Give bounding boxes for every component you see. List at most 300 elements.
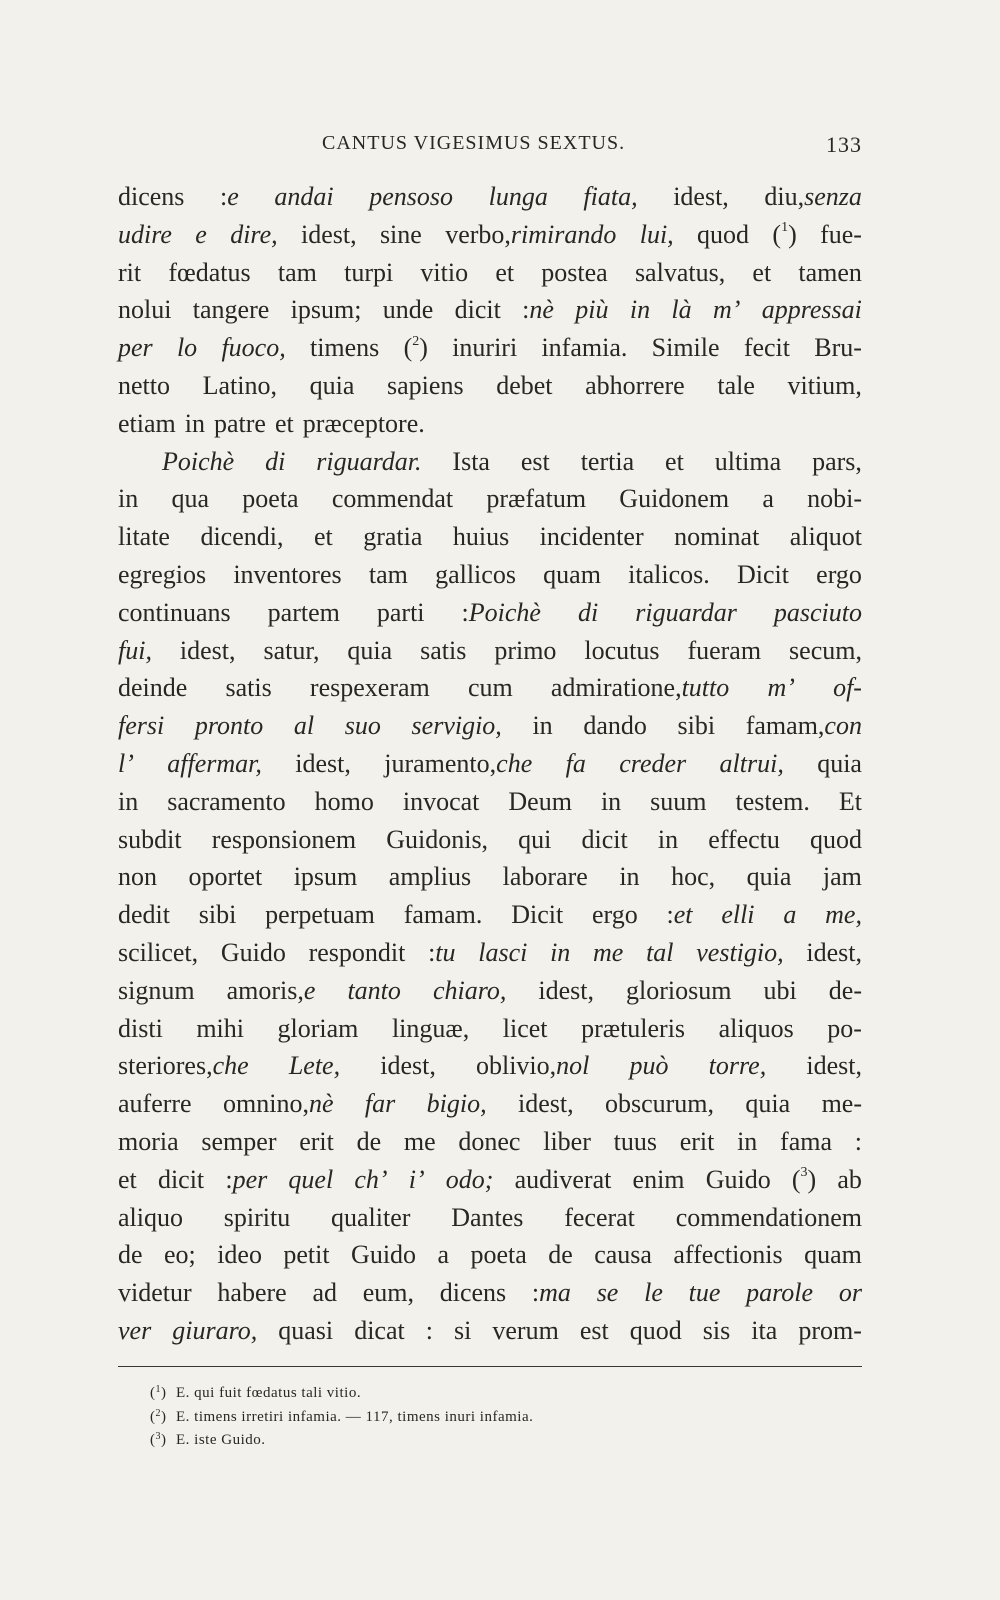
word: ($^2$) xyxy=(403,333,428,363)
word: Dantes xyxy=(451,1202,524,1232)
word: in xyxy=(657,824,679,854)
word: obscurum, xyxy=(604,1089,715,1119)
word: tuus xyxy=(613,1126,657,1156)
word: dicens xyxy=(439,1278,507,1308)
footnote-ref: 2 xyxy=(412,333,420,349)
word: dando xyxy=(583,711,647,741)
word: qualiter xyxy=(331,1202,411,1232)
word: erit xyxy=(679,1126,715,1156)
word: de xyxy=(548,1240,573,1270)
word: nolui xyxy=(118,295,172,325)
word: ergo xyxy=(816,559,862,589)
word: enim xyxy=(632,1164,685,1194)
footnote-mark: ($^3$) xyxy=(150,1431,167,1448)
word: fecit xyxy=(743,333,790,363)
word: infamia. xyxy=(541,333,628,363)
word: ultima xyxy=(714,446,782,476)
word: ita xyxy=(751,1315,778,1345)
word: sine xyxy=(379,219,422,249)
footnote-ref: 3 xyxy=(800,1165,808,1181)
word: gloriam xyxy=(277,1013,359,1043)
word: quia xyxy=(746,862,792,892)
text-line xyxy=(118,443,862,481)
word: salvatus, xyxy=(634,257,726,287)
word: in xyxy=(629,295,651,325)
word: poeta xyxy=(470,1240,527,1270)
word: or xyxy=(838,1278,862,1308)
word: servigio, xyxy=(411,711,502,741)
word: lasci xyxy=(478,937,528,967)
word: lunga xyxy=(488,182,548,211)
word: omnino,nè xyxy=(223,1089,334,1119)
word: vestigio, xyxy=(696,937,784,967)
word: idest, xyxy=(806,1051,862,1081)
word: :et xyxy=(666,900,693,930)
word: ubi xyxy=(763,975,797,1005)
text-line xyxy=(118,329,862,367)
word: idest, xyxy=(300,219,357,249)
word: gloriosum xyxy=(626,975,732,1005)
word: fa xyxy=(565,748,586,778)
body-text xyxy=(118,178,862,1350)
word: dicens xyxy=(118,182,185,211)
word: poeta xyxy=(242,484,299,514)
word: satis xyxy=(420,635,467,665)
word: sibi xyxy=(198,900,237,930)
word: incidenter xyxy=(539,522,644,552)
word: liber xyxy=(543,1126,591,1156)
word: in xyxy=(550,937,571,967)
word: diu,senza xyxy=(764,182,862,211)
word: per xyxy=(118,333,153,363)
running-title: CANTUS VIGESIMUS SEXTUS. xyxy=(322,132,626,154)
word: : xyxy=(425,1315,433,1345)
word: andai xyxy=(274,182,334,211)
word: nominat xyxy=(674,522,760,552)
word: admiratione,tutto xyxy=(550,673,730,703)
word: quel xyxy=(288,1164,334,1194)
word: steriores,che xyxy=(118,1051,249,1081)
word: idest, xyxy=(538,975,594,1005)
text-line xyxy=(118,934,862,972)
word: de xyxy=(356,1126,382,1156)
word: causa xyxy=(594,1240,652,1270)
text-line xyxy=(118,178,862,216)
word: fœdatus xyxy=(168,257,251,287)
word: pasciuto xyxy=(773,597,862,627)
word: fuoco, xyxy=(221,333,286,363)
text-line xyxy=(118,821,862,859)
word: cum xyxy=(467,673,513,703)
text-line xyxy=(118,556,862,594)
word: idest, xyxy=(179,635,236,665)
word: netto xyxy=(118,370,170,400)
word: Poichè xyxy=(162,446,235,476)
word: tertia xyxy=(580,446,635,476)
word: vitium, xyxy=(787,370,862,400)
footnote-text: E. iste Guido. xyxy=(176,1432,266,1448)
word: secum, xyxy=(789,635,862,665)
word: riguardar. xyxy=(316,446,422,476)
word: :nè xyxy=(522,295,554,325)
footnote xyxy=(150,1427,533,1451)
word: me xyxy=(593,937,624,967)
word: eum, xyxy=(362,1278,414,1308)
word: subdit xyxy=(118,824,182,854)
word: of- xyxy=(833,673,862,703)
text-line xyxy=(118,405,862,443)
word: qua xyxy=(171,484,210,514)
word: ab xyxy=(837,1164,862,1194)
word: sapiens xyxy=(387,370,464,400)
word: può xyxy=(629,1051,669,1081)
word: :Poichè xyxy=(461,597,541,627)
word: : xyxy=(854,1126,862,1156)
word: Lete, xyxy=(288,1051,341,1081)
word: et xyxy=(118,1164,137,1194)
word: licet xyxy=(502,1013,548,1043)
word: et xyxy=(495,257,515,287)
word: idest, xyxy=(673,182,729,211)
word: tale xyxy=(717,370,755,400)
word: quam xyxy=(543,559,601,589)
word: deinde xyxy=(118,673,188,703)
word: torre, xyxy=(708,1051,767,1081)
word: audiverat xyxy=(514,1164,612,1194)
word: fui, xyxy=(118,635,152,665)
text-line xyxy=(118,707,862,745)
word: testem. xyxy=(735,786,810,816)
word: locutus xyxy=(584,635,660,665)
text-line xyxy=(118,896,862,934)
word: amplius xyxy=(388,862,472,892)
word: videtur xyxy=(118,1278,192,1308)
word: effectu xyxy=(708,824,780,854)
footnote-rule xyxy=(118,1366,862,1367)
word: parti xyxy=(376,597,425,627)
word: juramento,che xyxy=(384,748,533,778)
word: in xyxy=(184,408,205,438)
word: :tu xyxy=(428,937,456,967)
word: i’ xyxy=(408,1164,425,1194)
word: inuriri xyxy=(452,333,518,363)
word: respondit xyxy=(308,937,406,967)
word: ideo xyxy=(217,1240,262,1270)
word: qui xyxy=(518,824,552,854)
word: Guido xyxy=(220,937,286,967)
word: ergo xyxy=(591,900,638,930)
word: quia xyxy=(745,1089,791,1119)
word: patre xyxy=(214,408,266,438)
word: affermar, xyxy=(167,748,262,778)
word: le xyxy=(644,1278,663,1308)
word: gratia xyxy=(363,522,423,552)
word: quasi xyxy=(278,1315,334,1345)
word: amoris,e xyxy=(226,975,316,1005)
word: si xyxy=(454,1315,472,1345)
text-line xyxy=(118,216,862,254)
word: petit xyxy=(283,1240,330,1270)
text-line xyxy=(118,972,862,1010)
word: est xyxy=(520,446,550,476)
word: ver xyxy=(118,1315,152,1345)
word: moria xyxy=(118,1126,179,1156)
word: l’ xyxy=(118,748,134,778)
word: a xyxy=(783,900,797,930)
footnote-text: E. timens irretiri infamia. — 117, timens inuri infamia. xyxy=(176,1408,534,1425)
word: inventores xyxy=(233,559,342,589)
word: et xyxy=(274,408,294,438)
word: pensoso xyxy=(369,182,453,211)
word: fama xyxy=(780,1126,833,1156)
text-line xyxy=(118,632,862,670)
text-line xyxy=(118,1312,862,1350)
word: appressai xyxy=(761,295,862,325)
text-line xyxy=(118,1123,862,1161)
word: de xyxy=(118,1240,143,1270)
word: in xyxy=(600,786,622,816)
word: laborare xyxy=(502,862,588,892)
word: ad xyxy=(312,1278,337,1308)
word: erit xyxy=(299,1126,334,1156)
word: et xyxy=(665,446,684,476)
word: Guido xyxy=(705,1164,771,1194)
text-line xyxy=(118,291,862,329)
text-line xyxy=(118,669,862,707)
word: nobi- xyxy=(807,484,862,514)
word: tangere xyxy=(192,295,270,325)
footnote-ref: 1 xyxy=(781,220,789,236)
word: al xyxy=(293,711,315,741)
word: me- xyxy=(821,1089,862,1119)
word: commendationem xyxy=(675,1202,862,1232)
word: suum xyxy=(650,786,707,816)
word: Guidonis, xyxy=(386,824,489,854)
word: ipsum; xyxy=(290,295,362,325)
text-line xyxy=(118,367,862,405)
footnote xyxy=(150,1380,533,1404)
word: gallicos xyxy=(435,559,516,589)
word: idest, xyxy=(806,937,862,967)
word: commendat xyxy=(331,484,454,514)
word: quia xyxy=(309,370,355,400)
footnote-mark: ($^2$) xyxy=(150,1407,167,1425)
word: sacramento xyxy=(167,786,286,816)
word: quod xyxy=(810,824,862,854)
word: e xyxy=(195,219,207,249)
word: in xyxy=(619,862,640,892)
word: perpetuam xyxy=(265,900,375,930)
word: lui, xyxy=(639,219,674,249)
word: sis xyxy=(702,1315,731,1345)
word: bigio, xyxy=(426,1089,487,1119)
word: mihi xyxy=(196,1013,244,1043)
word: tam xyxy=(368,559,408,589)
word: Deum xyxy=(508,786,572,816)
word: far xyxy=(364,1089,396,1119)
word: ($^1$) xyxy=(772,219,797,249)
word: altrui, xyxy=(719,748,784,778)
word: Simile xyxy=(651,333,720,363)
word: lo xyxy=(176,333,198,363)
word: :e xyxy=(220,182,239,211)
word: più xyxy=(575,295,609,325)
word: tal xyxy=(646,937,674,967)
word: pars, xyxy=(812,446,862,476)
word: se xyxy=(596,1278,619,1308)
word: fiata, xyxy=(583,182,638,211)
word: vitio xyxy=(420,257,469,287)
word: creder xyxy=(619,748,687,778)
word: me xyxy=(403,1126,436,1156)
word: Dicit xyxy=(736,559,789,589)
word: unde xyxy=(382,295,434,325)
word: oblivio,nol xyxy=(475,1051,590,1081)
word: verum xyxy=(492,1315,559,1345)
word: præceptore. xyxy=(302,408,425,438)
word: responsionem xyxy=(211,824,357,854)
word: signum xyxy=(118,975,195,1005)
word: respexeram xyxy=(309,673,430,703)
word: dicit xyxy=(454,295,501,325)
word: a xyxy=(762,484,774,514)
word: dicit xyxy=(581,824,628,854)
word: quod xyxy=(629,1315,682,1345)
word: quia xyxy=(347,635,393,665)
word: sibi xyxy=(677,711,716,741)
word: etiam xyxy=(118,408,176,438)
word: udire xyxy=(118,219,172,249)
text-line xyxy=(118,1199,862,1237)
word: partem xyxy=(267,597,340,627)
word: in xyxy=(532,711,553,741)
word: spiritu xyxy=(223,1202,291,1232)
word: fueram xyxy=(687,635,762,665)
word: giuraro, xyxy=(172,1315,258,1345)
footnote xyxy=(150,1404,533,1428)
footnote-text: E. qui fuit fœdatus tali vitio. xyxy=(176,1385,362,1401)
word: prætuleris xyxy=(581,1013,686,1043)
word: quia xyxy=(817,748,862,778)
text-line xyxy=(118,480,862,518)
text-line xyxy=(118,1161,862,1199)
word: et xyxy=(313,522,333,552)
word: præfatum xyxy=(486,484,587,514)
word: scilicet, xyxy=(118,937,199,967)
word: ipsum xyxy=(293,862,358,892)
text-line xyxy=(118,1236,862,1274)
word: satis xyxy=(225,673,272,703)
word: et xyxy=(752,257,772,287)
word: di xyxy=(577,597,599,627)
word: in xyxy=(737,1126,758,1156)
word: fue- xyxy=(820,219,862,249)
word: tue xyxy=(688,1278,721,1308)
running-header xyxy=(118,132,862,164)
word: m’ xyxy=(712,295,741,325)
word: parole xyxy=(746,1278,814,1308)
word: invocat xyxy=(402,786,480,816)
word: litate xyxy=(118,522,170,552)
word: ch’ xyxy=(354,1164,388,1194)
text-line xyxy=(118,1085,862,1123)
word: in xyxy=(118,786,139,816)
word: Latino, xyxy=(202,370,277,400)
word: disti xyxy=(118,1013,163,1043)
word: idest, xyxy=(380,1051,436,1081)
word: dire, xyxy=(230,219,278,249)
word: ($^3$) xyxy=(791,1164,817,1194)
word: est xyxy=(579,1315,609,1345)
word: de- xyxy=(828,975,862,1005)
word: suo xyxy=(344,711,381,741)
word: m’ xyxy=(767,673,795,703)
word: affectionis xyxy=(673,1240,783,1270)
word: fecerat xyxy=(564,1202,635,1232)
word: jam xyxy=(822,862,862,892)
word: odo; xyxy=(445,1164,494,1194)
word: di xyxy=(265,446,286,476)
word: :per xyxy=(225,1164,268,1194)
text-line xyxy=(118,518,862,556)
word: Bru- xyxy=(814,333,862,363)
word: aliquot xyxy=(789,522,862,552)
word: egregios xyxy=(118,559,207,589)
word: huius xyxy=(452,522,510,552)
word: homo xyxy=(314,786,374,816)
word: elli xyxy=(721,900,755,930)
footnote-mark: ($^1$) xyxy=(150,1384,167,1401)
word: continuans xyxy=(118,597,231,627)
word: postea xyxy=(541,257,608,287)
word: italicos. xyxy=(628,559,710,589)
word: pronto xyxy=(194,711,264,741)
word: eo; xyxy=(163,1240,196,1270)
word: a xyxy=(437,1240,450,1270)
word: Et xyxy=(838,786,862,816)
word: timens xyxy=(309,333,380,363)
word: verbo,rimirando xyxy=(445,219,617,249)
word: quam xyxy=(804,1240,862,1270)
footnotes xyxy=(150,1380,533,1451)
word: Guido xyxy=(351,1240,417,1270)
word: donec xyxy=(458,1126,521,1156)
word: me, xyxy=(825,900,862,930)
word: non xyxy=(118,862,157,892)
text-line xyxy=(118,858,862,896)
word: Dicit xyxy=(511,900,564,930)
word: aliquos xyxy=(718,1013,794,1043)
text-line xyxy=(118,1274,862,1312)
word: abhorrere xyxy=(585,370,685,400)
word: tam xyxy=(277,257,317,287)
word: debet xyxy=(496,370,553,400)
word: chiaro, xyxy=(432,975,507,1005)
word: dicit xyxy=(157,1164,205,1194)
word: semper xyxy=(201,1126,277,1156)
word: :ma xyxy=(531,1278,571,1308)
text-line xyxy=(118,254,862,292)
word: dicat xyxy=(354,1315,405,1345)
word: auferre xyxy=(118,1089,192,1119)
text-line xyxy=(118,1047,862,1085)
text-line xyxy=(118,1010,862,1048)
word: riguardar xyxy=(635,597,737,627)
word: idest, xyxy=(295,748,351,778)
word: tanto xyxy=(347,975,401,1005)
word: famam. xyxy=(403,900,483,930)
word: aliquo xyxy=(118,1202,183,1232)
